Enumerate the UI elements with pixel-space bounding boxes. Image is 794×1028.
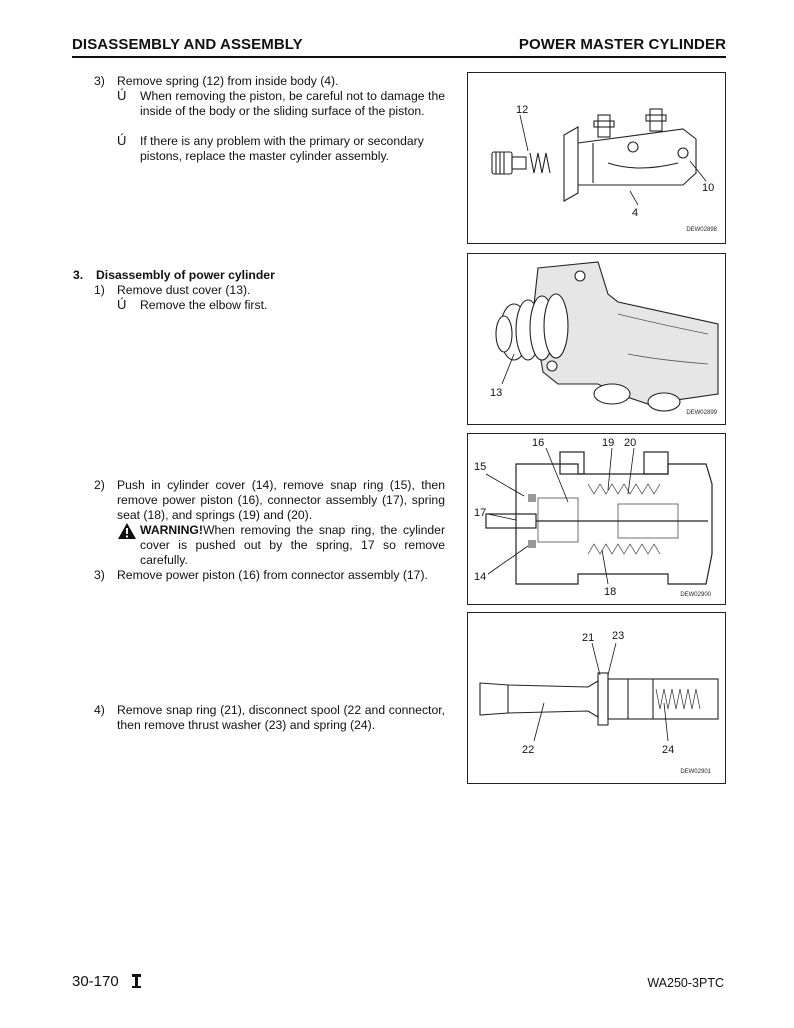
callout-14: 14: [474, 571, 487, 583]
figure-code: DEW02900: [680, 592, 711, 598]
page-number: [72, 973, 142, 990]
warning-label: WARNING!: [140, 523, 203, 537]
header-rule: [72, 56, 726, 58]
callout-10: 10: [702, 182, 715, 194]
callout-19: 19: [602, 437, 615, 449]
section-header-left: DISASSEMBLY AND ASSEMBLY: [72, 36, 303, 53]
step-text: Remove dust cover (13).: [117, 283, 251, 297]
note-text: If there is any problem with the primary or secondary pistons, replace the master cylinder assembly.: [140, 134, 424, 163]
master-cylinder-illustration: [468, 73, 725, 243]
section-header-right: POWER MASTER CYLINDER: [518, 36, 726, 53]
step-number: 3): [94, 568, 105, 582]
callout-21: 21: [582, 632, 595, 644]
callout-22: 22: [522, 744, 535, 756]
callout-24: 24: [662, 744, 675, 756]
figure-spool-connector: [467, 612, 726, 784]
step-text: Remove snap ring (21), disconnect spool (22 and connector, then remove thrust washer (23) and spring (24).: [117, 703, 445, 732]
page-number-text: 30-170: [72, 973, 119, 990]
bullet-icon: Ú: [117, 297, 127, 312]
callout-4: 4: [632, 207, 639, 219]
callout-16: 16: [532, 437, 545, 449]
step-number: 4): [94, 703, 105, 717]
figure-power-cylinder-section: [467, 433, 726, 605]
callout-17: 17: [474, 507, 487, 519]
bullet-icon: Ú: [117, 88, 127, 103]
bullet-icon: Ú: [117, 133, 127, 148]
warning-icon: [117, 522, 137, 540]
figure-code: DEW02899: [686, 410, 717, 416]
figure-code: DEW02901: [680, 769, 711, 775]
step-number: 1): [94, 283, 105, 297]
callout-13: 13: [490, 387, 503, 399]
callout-23: 23: [612, 630, 625, 642]
warning-text: [140, 523, 445, 568]
callout-15: 15: [474, 461, 487, 473]
figure-master-cylinder: [467, 72, 726, 244]
model-code: WA250-3PTC: [647, 976, 724, 990]
section-title: Disassembly of power cylinder: [96, 268, 275, 282]
power-cylinder-section-illustration: [468, 434, 725, 604]
callout-20: 20: [624, 437, 637, 449]
note-text: Remove the elbow first.: [140, 298, 268, 312]
warning-body: When removing the snap ring, the cylinder cover is pushed out by the spring, 17 so remove carefully.: [140, 523, 445, 567]
note-text: When removing the piston, be careful not to damage the inside of the body or the sliding surface of the piston.: [140, 89, 445, 118]
callout-12: 12: [516, 104, 529, 116]
step-number: 2): [94, 478, 105, 492]
section-number: 3.: [73, 268, 84, 282]
step-number: 3): [94, 74, 105, 88]
step-text: Remove spring (12) from inside body (4).: [117, 74, 339, 88]
dust-cover-illustration: [468, 254, 725, 424]
page-mark: [131, 974, 142, 988]
step-text: Remove power piston (16) from connector assembly (17).: [117, 568, 428, 582]
step-text: Push in cylinder cover (14), remove snap ring (15), then remove power piston (16), connector assembly (17), spring seat (18), and springs (19) and (20).: [117, 478, 445, 522]
figure-code: DEW02898: [686, 227, 717, 233]
callout-18: 18: [604, 586, 617, 598]
figure-dust-cover: [467, 253, 726, 425]
spool-connector-illustration: [468, 613, 725, 783]
